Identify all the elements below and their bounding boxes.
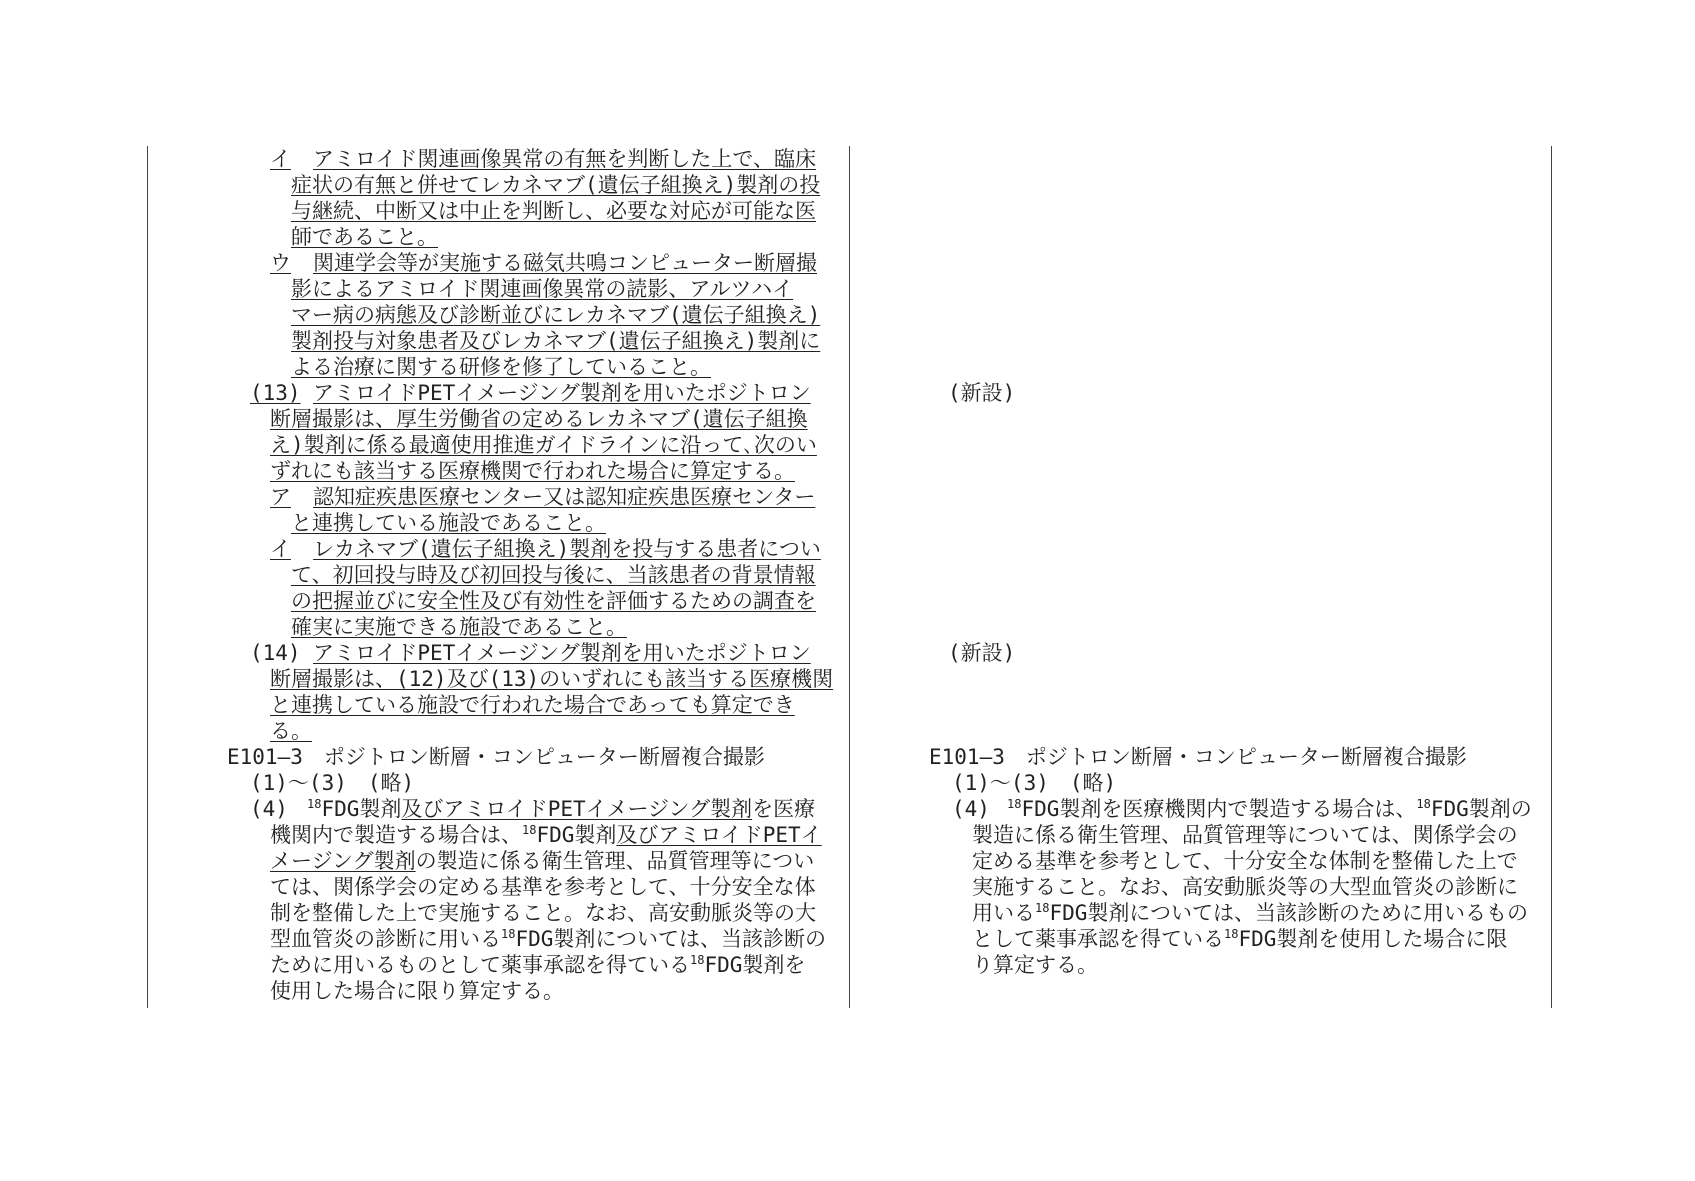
- item-13-line-4: ずれにも該当する医療機関で行われた場合に算定する。: [270, 459, 795, 483]
- text-span: FDG製剤の: [1430, 797, 1532, 821]
- right-item-1-3: (1)～(3) (略): [952, 771, 1117, 795]
- item-13-i-line-2: て、初回投与時及び初回投与後に、当該患者の背景情報: [291, 563, 816, 587]
- left-item-4-line-4: ては、関係学会の定める基準を参考として、十分安全な体: [270, 875, 816, 899]
- left-item-4-line-6: [270, 926, 826, 952]
- left-item-4-line-2: [270, 822, 822, 848]
- section-i-line-2: 症状の有無と併せてレカネマブ(遺伝子組換え)製剤の投: [291, 173, 821, 197]
- superscript-18: 18: [501, 927, 516, 941]
- right-item-4-line-3: 定める基準を参考として、十分安全な体制を整備した上で: [972, 849, 1518, 873]
- item-13-a-line-2: と連携している施設であること。: [291, 511, 606, 535]
- text-span: 用いる: [972, 901, 1035, 925]
- section-u-marker: ウ: [270, 251, 291, 275]
- right-item-4-line-6: [972, 926, 1507, 952]
- section-u-line-5: よる治療に関する研修を修了していること。: [291, 355, 711, 379]
- superscript-18: 18: [1224, 927, 1239, 941]
- item-13-a-line-1: 認知症疾患医療センター又は認知症疾患医療センター: [313, 485, 816, 509]
- left-border-line: [147, 146, 148, 1008]
- item-14-line-1: アミロイドPETイメージング製剤を用いたポジトロン: [313, 641, 811, 665]
- item-13-i-line-3: の把握並びに安全性及び有効性を評価するための調査を: [291, 589, 816, 613]
- text-span: を医療: [752, 797, 816, 821]
- item-13-line-3: え)製剤に係る最適使用推進ガイドラインに沿って､次のい: [270, 433, 817, 457]
- item-14-line-4: る。: [270, 719, 312, 743]
- text-span: FDG製剤を: [704, 953, 806, 977]
- section-u-line-4: 製剤投与対象患者及びレカネマブ(遺伝子組換え)製剤に: [291, 329, 821, 353]
- left-item-4-line-7: [270, 952, 805, 978]
- left-item-4-line-5: 制を整備した上で実施すること。なお、高安動脈炎等の大: [270, 901, 816, 925]
- right-section-heading: E101―3 ポジトロン断層・コンピューター断層複合撮影: [929, 745, 1467, 769]
- section-i-marker: イ: [270, 147, 291, 171]
- item-13-i-line-1: レカネマブ(遺伝子組換え)製剤を投与する患者につい: [313, 537, 821, 561]
- left-item-4-line-3: [270, 848, 814, 874]
- new-provision-label-2: (新設): [948, 641, 1016, 665]
- text-span: 型血管炎の診断に用いる: [270, 927, 501, 951]
- section-u-line-3: マー病の病態及び診断並びにレカネマブ(遺伝子組換え): [291, 303, 821, 327]
- underlined-span: 及びアミロイドPETイ: [616, 823, 822, 847]
- center-divider-line: [849, 146, 850, 1008]
- text-span: FDG製剤: [321, 797, 402, 821]
- right-item-4-line-5: [972, 900, 1528, 926]
- text-span: FDG製剤を使用した場合に限: [1238, 927, 1508, 951]
- right-item-4-marker: (4): [952, 797, 990, 821]
- item-14-line-3: と連携している施設で行われた場合であっても算定でき: [270, 693, 795, 717]
- item-13-line-1: アミロイドPETイメージング製剤を用いたポジトロン: [313, 381, 811, 405]
- item-13-i-marker: イ: [270, 537, 291, 561]
- section-i-line-1: アミロイド関連画像異常の有無を判断した上で、臨床: [313, 147, 816, 171]
- right-border-line: [1551, 146, 1552, 1008]
- item-13-marker: (13): [250, 381, 301, 405]
- section-u-line-1: 関連学会等が実施する磁気共鳴コンピューター断層撮: [313, 251, 817, 275]
- new-provision-label-1: (新設): [948, 381, 1016, 405]
- text-span: ために用いるものとして薬事承認を得ている: [270, 953, 690, 977]
- left-item-4-line-8: 使用した場合に限り算定する。: [270, 979, 564, 1003]
- item-14-marker: (14): [250, 641, 301, 665]
- left-item-1-3: (1)～(3) (略): [250, 771, 415, 795]
- item-13-a-marker: ア: [270, 485, 291, 509]
- superscript-18: 18: [1416, 797, 1431, 811]
- item-13-line-2: 断層撮影は、厚生労働省の定めるレカネマブ(遺伝子組換: [270, 407, 808, 431]
- superscript-18: 18: [690, 953, 705, 967]
- section-u-line-2: 影によるアミロイド関連画像異常の読影、アルツハイ: [291, 277, 794, 301]
- text-span: FDG製剤: [536, 823, 617, 847]
- right-item-4-line-4: 実施すること。なお、高安動脈炎等の大型血管炎の診断に: [972, 875, 1518, 899]
- superscript-18: 18: [522, 823, 537, 837]
- underlined-span: メージング製剤: [270, 849, 416, 873]
- item-14-line-2: 断層撮影は、(12)及び(13)のいずれにも該当する医療機関: [270, 667, 834, 691]
- text-span: として薬事承認を得ている: [972, 927, 1224, 951]
- superscript-18: 18: [1035, 901, 1050, 915]
- text-span: 機関内で製造する場合は、: [270, 823, 522, 847]
- left-section-heading: E101―3 ポジトロン断層・コンピューター断層複合撮影: [227, 745, 765, 769]
- left-item-4-line-1: [307, 796, 815, 822]
- superscript-18: 18: [1007, 797, 1022, 811]
- right-item-4-line-1: [1007, 796, 1532, 822]
- item-13-i-line-4: 確実に実施できる施設であること。: [291, 615, 627, 639]
- text-span: の製造に係る衛生管理、品質管理等につい: [415, 849, 815, 873]
- underlined-span: 及びアミロイドPETイメージング製剤: [401, 797, 753, 821]
- right-item-4-line-7: り算定する。: [972, 953, 1098, 977]
- left-item-4-marker: (4): [250, 797, 288, 821]
- section-i-line-4: 師であること。: [291, 225, 438, 249]
- superscript-18: 18: [307, 797, 322, 811]
- text-span: FDG製剤については、当該診断のために用いるもの: [1049, 901, 1528, 925]
- right-item-4-line-2: 製造に係る衛生管理、品質管理等については、関係学会の: [972, 823, 1518, 847]
- section-i-line-3: 与継続、中断又は中止を判断し、必要な対応が可能な医: [291, 199, 816, 223]
- text-span: FDG製剤を医療機関内で製造する場合は、: [1021, 797, 1417, 821]
- text-span: FDG製剤については、当該診断の: [515, 927, 826, 951]
